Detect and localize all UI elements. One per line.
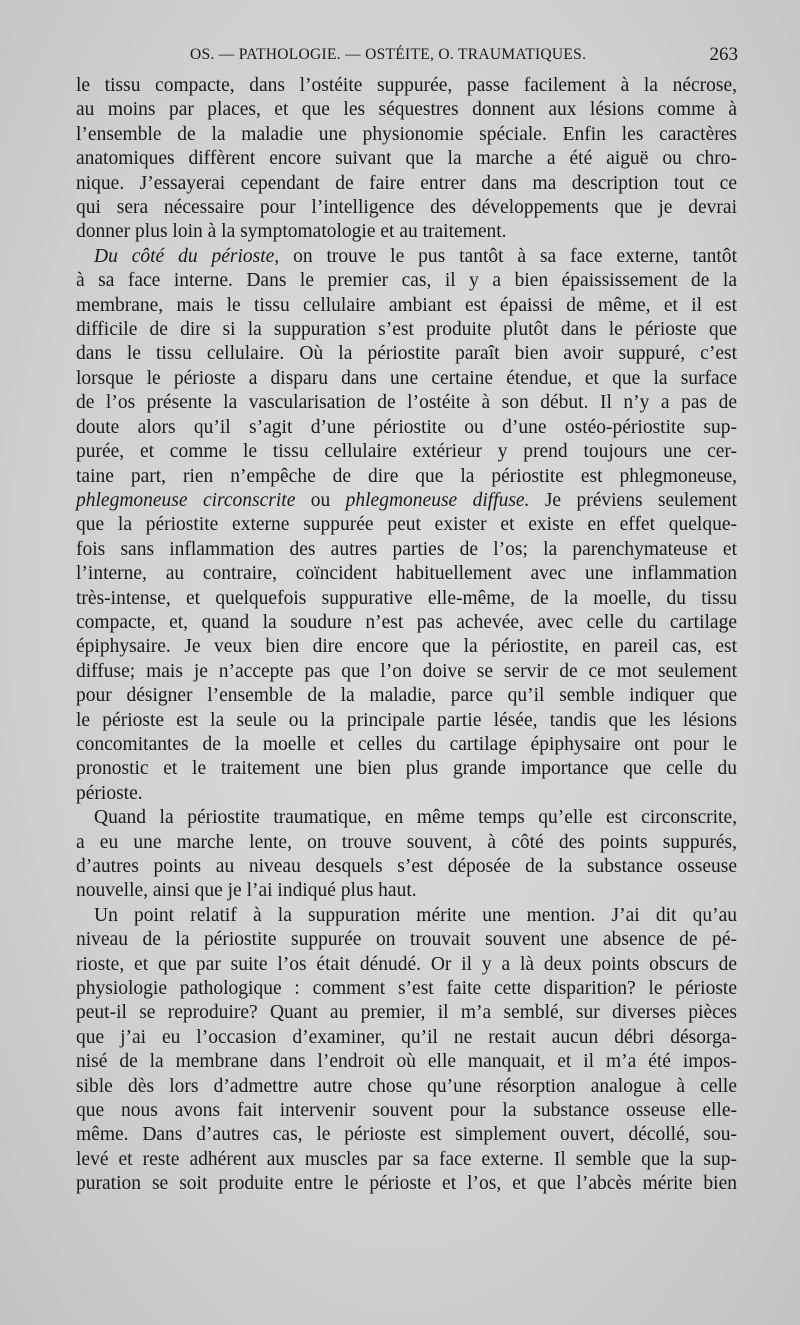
body-text: [76, 74, 737, 1197]
text-line: de l’os présente la vascularisation de l’ostéite à son début. Il n’y a pas de: [76, 392, 737, 414]
text-line: a eu une marche lente, on trouve souvent, à côté des points suppurés,: [76, 831, 737, 853]
text-line: pronostic et le traitement une bien plus grande importance que celle du: [76, 758, 737, 780]
text-line: difficile de dire si la suppuration s’est produite plutôt dans le périoste que: [76, 319, 737, 341]
text-line: le périoste est la seule ou la principale partie lésée, tandis que les lésions: [76, 709, 737, 731]
text-span: on trouve le pus tantôt à sa face externe, tantôt: [279, 245, 737, 267]
page-header: [76, 46, 738, 70]
text-line: nique. J’essayerai cependant de faire entrer dans ma description tout ce: [76, 172, 737, 194]
text-line: [76, 245, 737, 269]
text-line: même. Dans d’autres cas, le périoste est simplement ouvert, décollé, sou-: [76, 1124, 737, 1146]
text-line: sible dès lors d’admettre autre chose qu’une résorption analogue à celle: [76, 1075, 737, 1097]
italic-lead: Du côté du périoste,: [94, 245, 280, 267]
text-line: anatomiques diffèrent encore suivant que la marche a été aiguë ou chro-: [76, 148, 737, 170]
text-line: nisé de la membrane dans l’endroit où elle manquait, et il m’a été impos-: [76, 1051, 737, 1073]
page-number: 263: [709, 44, 738, 65]
text-line: qui sera nécessaire pour l’intelligence des développements que je devrai: [76, 197, 737, 219]
text-line: purée, et comme le tissu cellulaire extérieur y prend toujours une cer-: [76, 441, 737, 463]
text-line: Quand la périostite traumatique, en même temps qu’elle est circonscrite,: [94, 807, 737, 829]
text-line: concomitantes de la moelle et celles du cartilage épiphysaire ont pour le: [76, 733, 737, 755]
text-line: au moins par places, et que les séquestres donnent aux lésions comme à: [76, 99, 737, 121]
text-line: fois sans inflammation des autres parties de l’os; la parenchymateuse et: [76, 538, 737, 560]
text-line: peut-il se reproduire? Quant au premier, il m’a semblé, sur diverses pièces: [76, 1002, 737, 1024]
text-line: que j’ai eu l’occasion d’examiner, qu’il ne restait aucun débri désorga-: [76, 1026, 737, 1048]
text-line: périoste.: [76, 782, 143, 804]
text-line: dans le tissu cellulaire. Où la périostite paraît bien avoir suppuré, c’est: [76, 343, 737, 365]
paragraph-4: [76, 904, 737, 1197]
text-line: l’interne, au contraire, coïncident habituellement avec une inflammation: [76, 563, 737, 585]
paragraph-1: [76, 74, 737, 245]
text-line: le tissu compacte, dans l’ostéite suppurée, passe facilement à la nécrose,: [76, 75, 737, 96]
paragraph-2: [76, 245, 737, 806]
text-line: taine part, rien n’empêche de dire que la périostite est phlegmoneuse,: [76, 465, 737, 487]
text-line: nouvelle, ainsi que je l’ai indiqué plus haut.: [76, 880, 417, 902]
text-line: diffuse; mais je n’accepte pas que l’on doive se servir de ce mot seulement: [76, 660, 737, 682]
text-line: que nous avons fait intervenir souvent pour la substance osseuse elle-: [76, 1100, 737, 1122]
text-line: à sa face interne. Dans le premier cas, il y a bien épaississement de la: [76, 270, 737, 292]
text-line: épiphysaire. Je veux bien dire encore que la périostite, en pareil cas, est: [76, 636, 737, 658]
text-line: l’ensemble de la maladie une physionomie spéciale. Enfin les caractères: [76, 123, 737, 145]
text-line: physiologie pathologique : comment s’est faite cette disparition? le périoste: [76, 978, 737, 1000]
text-line: membrane, mais le tissu cellulaire ambiant est épaissi de même, et il est: [76, 294, 737, 316]
running-title: OS. — PATHOLOGIE. — OSTÉITE, O. TRAUMATIQUES.: [190, 46, 587, 63]
text-line: pour désigner l’ensemble de la maladie, parce qu’il semble indiquer que: [76, 685, 737, 707]
text-line: levé et reste adhérent aux muscles par sa face externe. Il semble que la sup-: [76, 1148, 737, 1170]
italic-term: phlegmoneuse diffuse.: [345, 489, 530, 511]
text-line: d’autres points au niveau desquels s’est déposée de la substance osseuse: [76, 856, 737, 877]
text-line: que la périostite externe suppurée peut exister et existe en effet quelque-: [76, 514, 737, 536]
text-line: niveau de la périostite suppurée on trouvait souvent une absence de pé-: [76, 929, 737, 951]
text-line: puration se soit produite entre le périoste et l’os, et que l’abcès mérite bien: [76, 1173, 737, 1195]
text-line: rioste, et que par suite l’os était dénudé. Or il y a là deux points obscurs de: [76, 953, 737, 975]
paragraph-3: [76, 806, 737, 904]
text-line: compacte, et, quand la soudure n’est pas achevée, avec celle du cartilage: [76, 611, 737, 633]
text-line: très-intense, et quelquefois suppurative elle-même, de la moelle, du tissu: [76, 587, 737, 609]
text-line: lorsque le périoste a disparu dans une certaine étendue, et que la surface: [76, 367, 737, 389]
italic-term: phlegmoneuse circonscrite: [76, 489, 296, 511]
text-span: ou: [295, 489, 346, 511]
text-line: donner plus loin à la symptomatologie et au traitement.: [76, 221, 507, 243]
text-line: [76, 489, 737, 513]
text-line: Un point relatif à la suppuration mérite une mention. J’ai dit qu’au: [94, 904, 737, 926]
text-span: Je préviens seulement: [529, 489, 737, 511]
text-line: doute alors qu’il s’agit d’une périostite ou d’une ostéo-périostite sup-: [76, 416, 737, 438]
